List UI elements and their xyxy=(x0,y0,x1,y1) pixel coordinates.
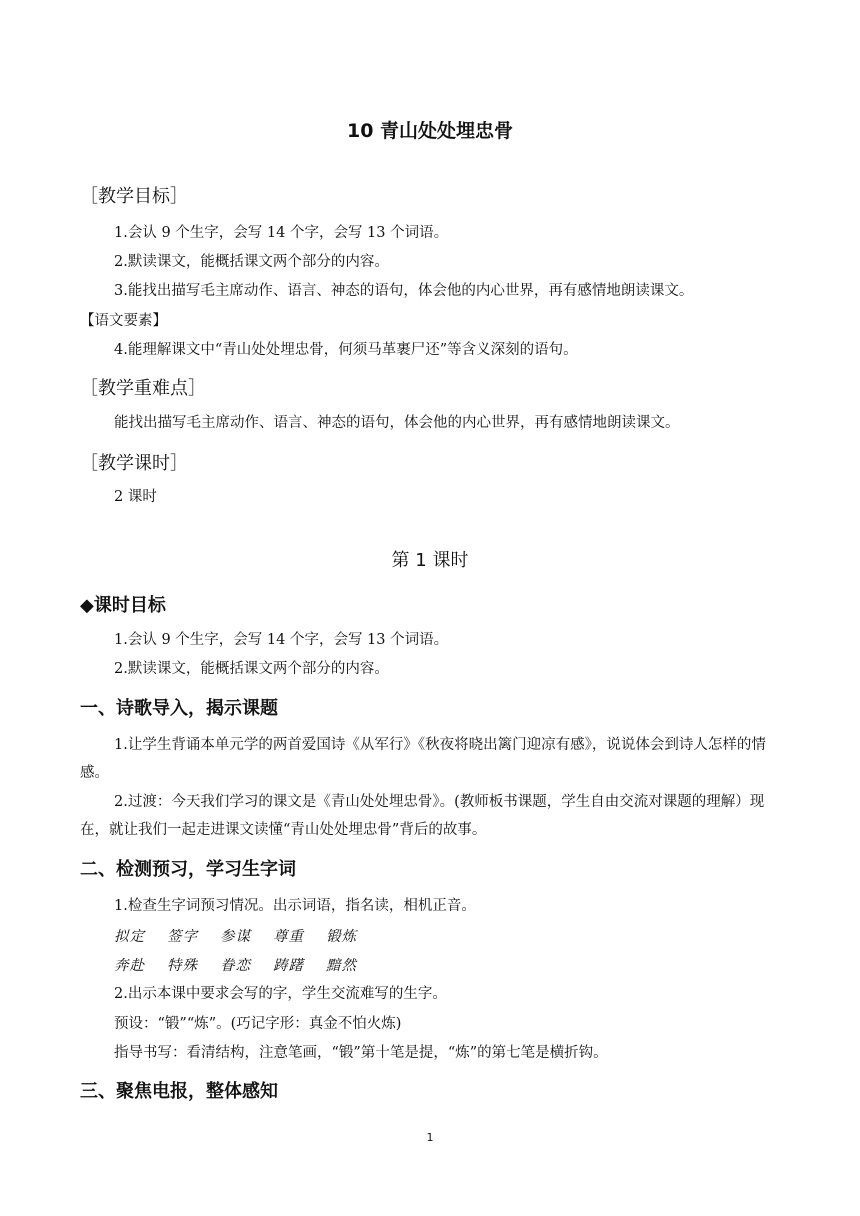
part-1-heading: 一、诗歌导入，揭示课题 xyxy=(80,698,278,719)
part-3-heading: 三、聚焦电报，整体感知 xyxy=(80,1081,278,1102)
goals-heading: ［教学目标］ xyxy=(80,186,188,207)
goal-item-1: 1.会认 9 个生字，会写 14 个字，会写 13 个词语。 xyxy=(114,225,449,241)
vocab-word: 参谋 xyxy=(220,929,251,945)
document-title: 10 青山处处埋忠骨 xyxy=(346,120,514,142)
vocab-row-1 xyxy=(114,925,379,946)
part-1-paragraph-1: 1.让学生背诵本单元学的两首爱国诗《从军行》《秋夜将晓出篱门迎凉有感》，说说体会到诗人怎样的情感。 xyxy=(80,737,766,781)
part-2-paragraph-1: 1.检查生字词预习情况。出示词语，指名读，相机正音。 xyxy=(114,898,476,914)
vocab-word: 尊重 xyxy=(273,929,304,945)
vocab-row-2 xyxy=(114,954,379,975)
part-2-heading: 二、检测预习，学习生字词 xyxy=(80,859,296,880)
class-hours-heading: ［教学课时］ xyxy=(80,453,188,474)
key-points-heading: ［教学重难点］ xyxy=(80,378,206,399)
vocab-word: 锻炼 xyxy=(326,929,357,945)
lesson-goals-heading: ◆课时目标 xyxy=(80,595,166,616)
vocab-word: 踌躇 xyxy=(273,958,304,974)
vocab-word: 奔赴 xyxy=(114,958,145,974)
page-number: 1 xyxy=(426,1131,434,1144)
vocab-word: 黯然 xyxy=(326,958,357,974)
goal-item-2: 2.默读课文，能概括课文两个部分的内容。 xyxy=(114,254,389,270)
lesson-goal-1: 1.会认 9 个生字，会写 14 个字，会写 13 个词语。 xyxy=(114,632,449,648)
chinese-elements-label: 【语文要素】 xyxy=(80,313,167,329)
part-2-paragraph-2: 2.出示本课中要求会写的字，学生交流难写的生字。 xyxy=(114,986,447,1002)
lesson-goal-2: 2.默读课文，能概括课文两个部分的内容。 xyxy=(114,661,389,677)
class-hours-text: 2 课时 xyxy=(114,489,157,505)
vocab-word: 眷恋 xyxy=(220,958,251,974)
goal-item-3: 3.能找出描写毛主席动作、语言、神态的语句，体会他的内心世界，再有感情地朗读课文。 xyxy=(114,283,694,299)
vocab-word: 特殊 xyxy=(167,958,198,974)
vocab-word: 拟定 xyxy=(114,929,145,945)
part-2-paragraph-4: 指导书写：看清结构，注意笔画，“锻”第十笔是提，“炼”的第七笔是横折钩。 xyxy=(114,1045,608,1061)
lesson-1-heading: 第 1 课时 xyxy=(391,550,469,571)
part-2-paragraph-3: 预设：“锻”“炼”。(巧记字形：真金不怕火炼) xyxy=(114,1016,402,1032)
key-points-text: 能找出描写毛主席动作、语言、神态的语句，体会他的内心世界，再有感情地朗读课文。 xyxy=(114,415,680,431)
goal-item-4: 4.能理解课文中“青山处处埋忠骨，何须马革裹尸还”等含义深刻的语句。 xyxy=(114,342,578,358)
part-1-paragraph-2: 2.过渡：今天我们学习的课文是《青山处处埋忠骨》。(教师板书课题，学生自由交流对课题的理解）现在，就让我们一起走进课文读懂“青山处处埋忠骨”背后的故事。 xyxy=(80,794,765,838)
vocab-word: 签字 xyxy=(167,929,198,945)
